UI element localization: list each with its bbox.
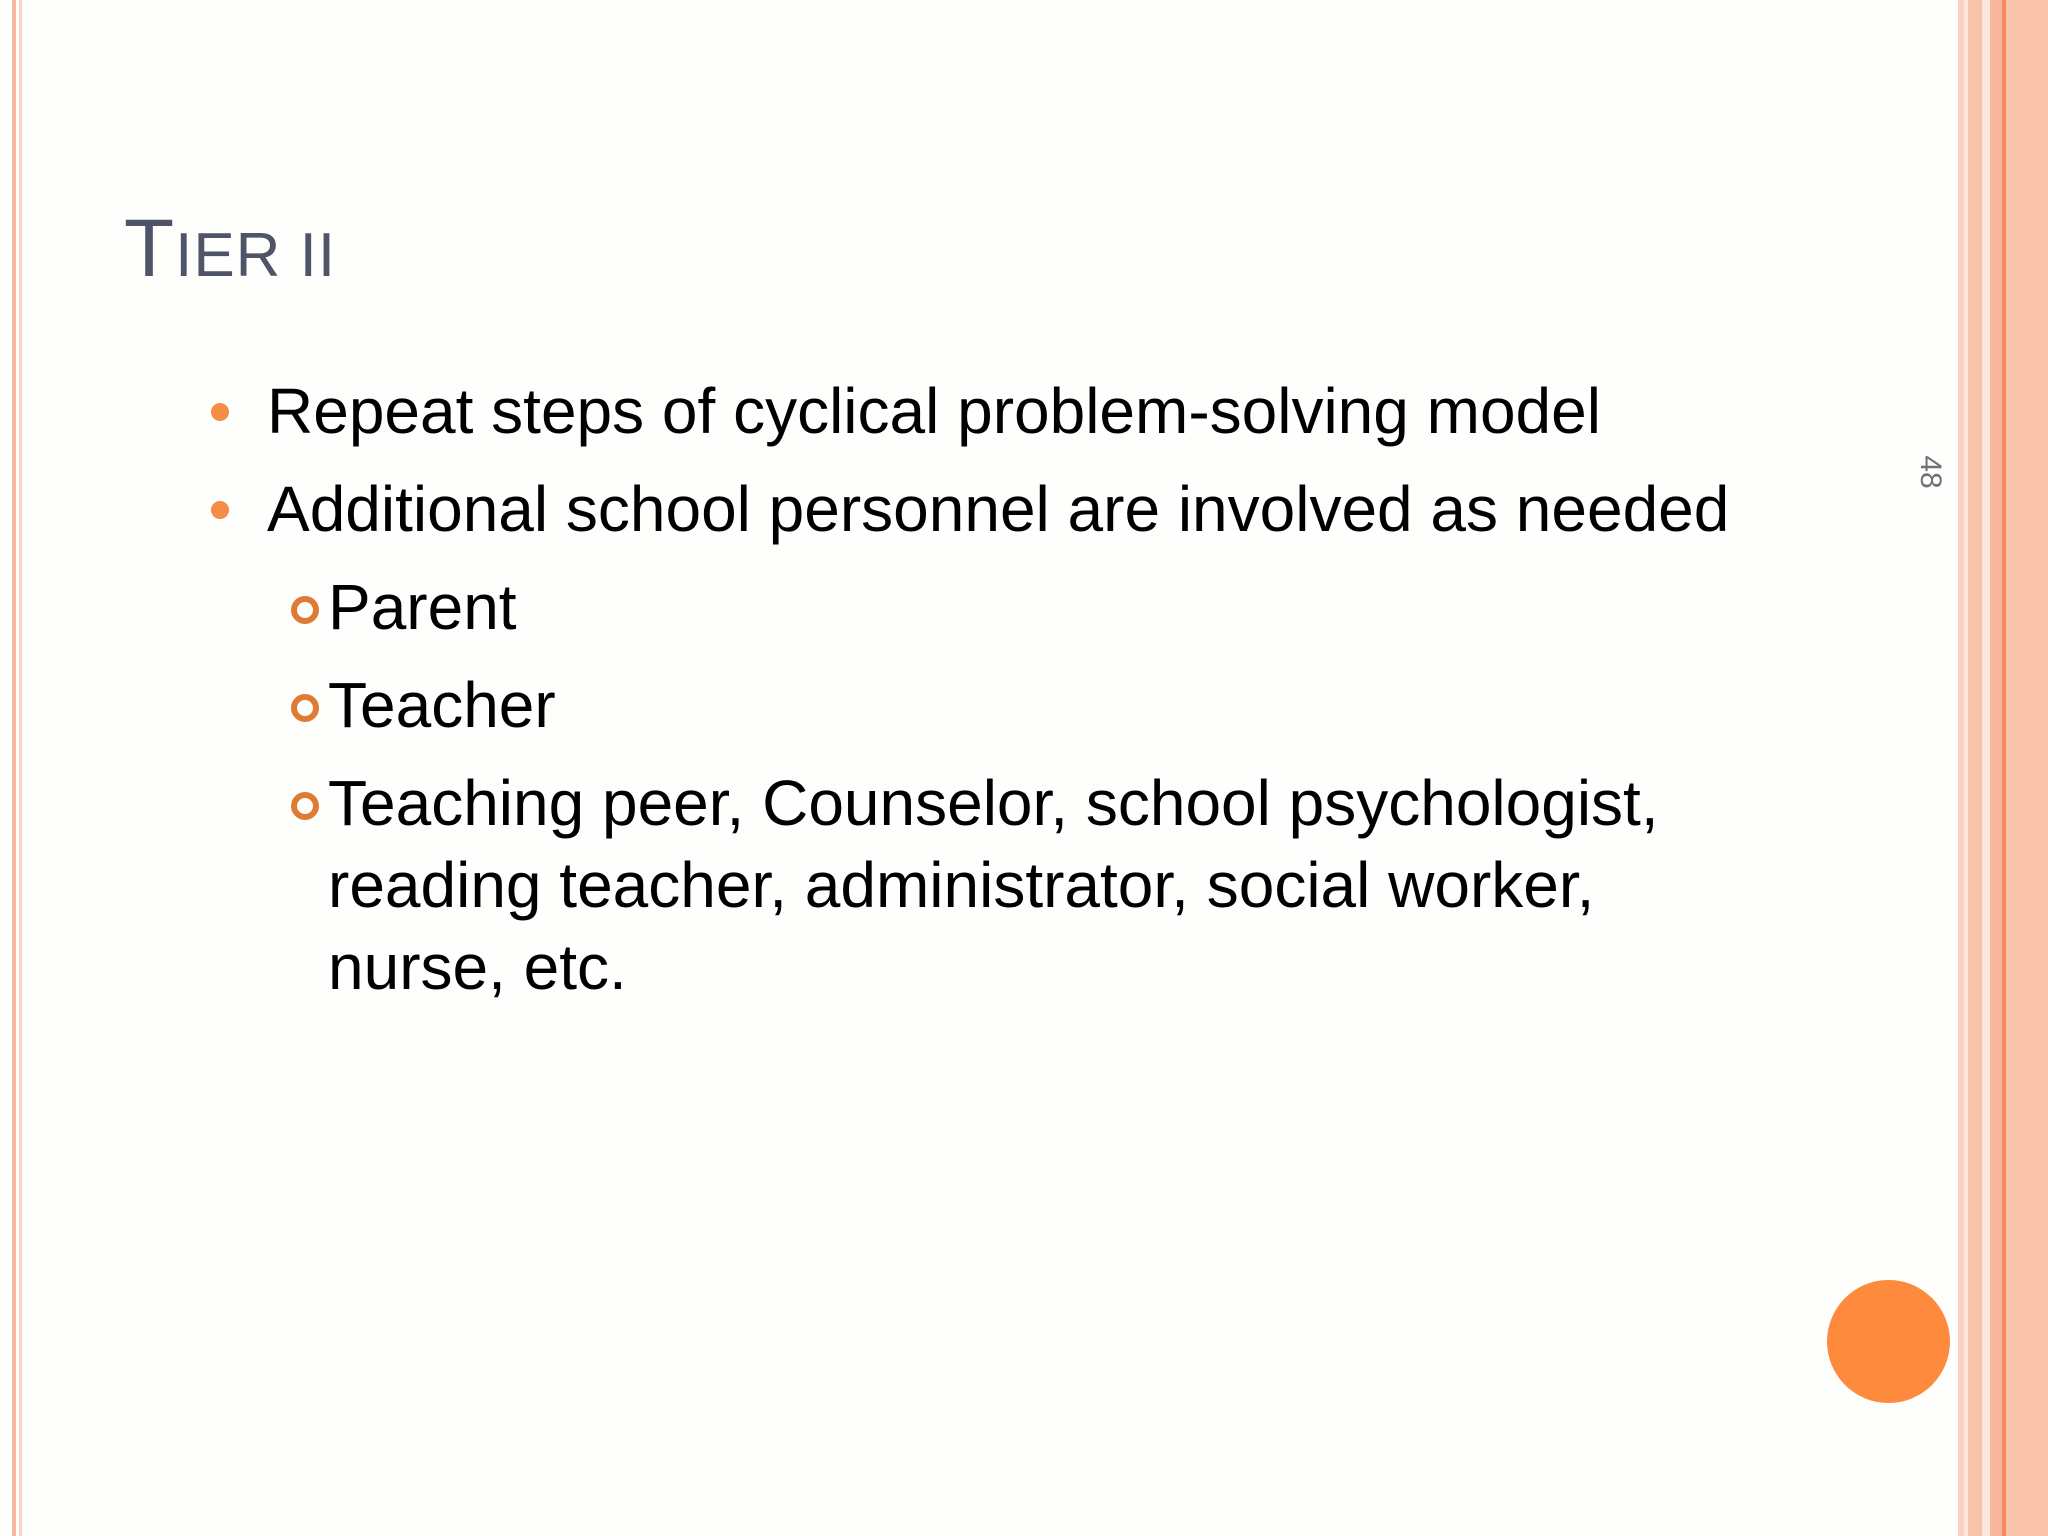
page-number: 48 xyxy=(1914,455,1947,489)
right-border-stripe xyxy=(1982,0,1990,1536)
bullet-ring-icon xyxy=(291,792,319,820)
bullet-dot-icon xyxy=(211,403,229,421)
right-border-stripe xyxy=(1990,0,2002,1536)
sub-bullet-group xyxy=(205,566,1785,1008)
sub-bullet-text: Teacher xyxy=(328,669,556,741)
bullet-text: Additional school personnel are involved as needed xyxy=(267,473,1730,545)
sub-bullet-text: Teaching peer, Counselor, school psychologist, reading teacher, administrator, social worker, nurse, etc. xyxy=(328,767,1659,1003)
sub-bullet-item xyxy=(205,566,1785,648)
left-border-stripe xyxy=(19,0,22,1536)
bullet-item xyxy=(205,468,1785,550)
bullet-dot-icon xyxy=(211,501,229,519)
sub-bullet-text: Parent xyxy=(328,571,517,643)
bullet-text: Repeat steps of cyclical problem-solving model xyxy=(267,375,1601,447)
bullet-ring-icon xyxy=(291,596,319,624)
decorative-circle-icon xyxy=(1827,1280,1950,1403)
slide-title-initial: T xyxy=(124,203,176,294)
sub-bullet-item xyxy=(205,762,1785,1008)
slide-title xyxy=(124,203,337,294)
sub-bullet-list xyxy=(205,566,1785,1008)
sub-bullet-item xyxy=(205,664,1785,746)
bullet-list xyxy=(205,370,1785,1024)
bullet-item xyxy=(205,370,1785,452)
right-border-stripe xyxy=(2006,0,2048,1536)
slide-title-rest: IER II xyxy=(175,221,337,290)
left-border-stripe xyxy=(12,0,16,1536)
right-border-stripe xyxy=(1968,0,1982,1536)
bullet-ring-icon xyxy=(291,694,319,722)
